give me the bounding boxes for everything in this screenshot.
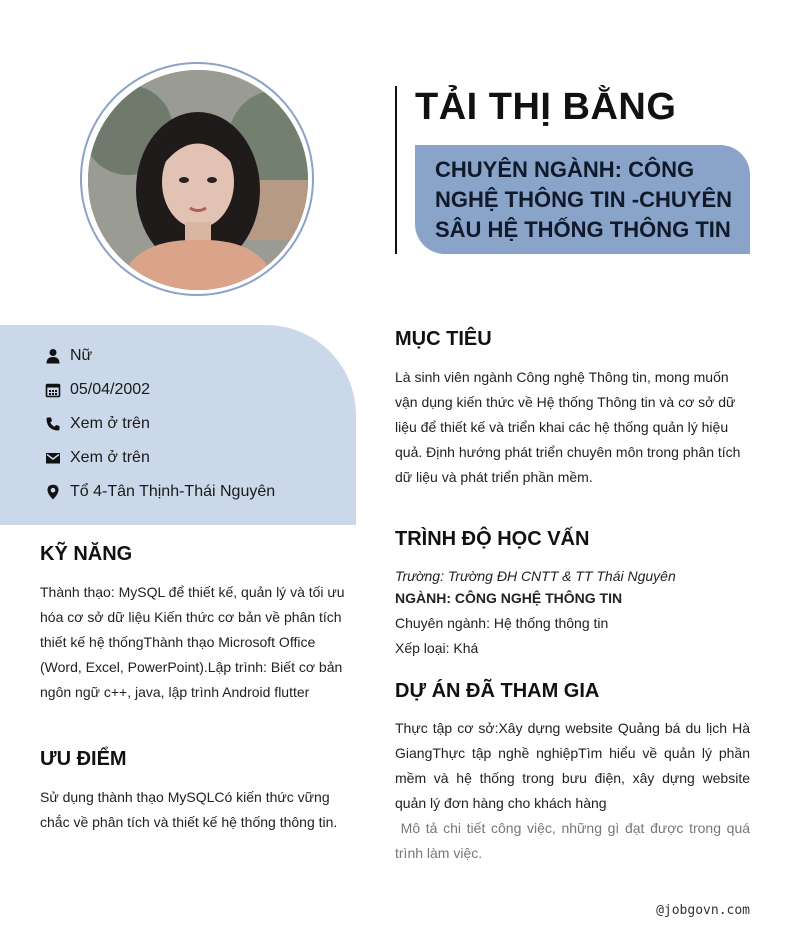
education-school: Trường: Trường ĐH CNTT & TT Thái Nguyên — [395, 568, 676, 584]
contact-birthdate — [44, 378, 150, 402]
calendar-icon — [44, 381, 62, 399]
strengths-heading: ƯU ĐIỂM — [40, 748, 127, 770]
phone-icon — [44, 415, 62, 433]
strengths-text: Sử dụng thành thạo MySQLCó kiến thức vững chắc về phân tích và thiết kế hệ thống thông tin. — [40, 789, 338, 830]
projects-heading: DỰ ÁN ĐÃ THAM GIA — [395, 680, 600, 702]
major-text: CHUYÊN NGÀNH: CÔNG NGHỆ THÔNG TIN -CHUYÊN SÂU HỆ THỐNG THÔNG TIN — [435, 157, 732, 242]
education-heading: TRÌNH ĐỘ HỌC VẤN — [395, 528, 590, 550]
avatar — [88, 70, 308, 290]
birthdate-value: 05/04/2002 — [70, 381, 151, 398]
email-value: Xem ở trên — [70, 449, 150, 466]
education-rank: Xếp loại: Khá — [395, 640, 479, 656]
education-specialization: Chuyên ngành: Hệ thống thông tin — [395, 615, 609, 631]
location-pin-icon — [44, 483, 62, 501]
skills-heading: KỸ NĂNG — [40, 543, 133, 565]
mail-icon — [44, 449, 62, 467]
objective-text: Là sinh viên ngành Công nghệ Thông tin, mong muốn vận dụng kiến thức về Hệ thống Thông tin và cơ sở dữ liệu để thiết kế và triển khai các hệ thống quản lý hiệu quả. Định hướng phát triển chuyên môn trong phân tích dữ liệu và phát triển phần mềm. — [395, 369, 741, 485]
objective-heading: MỤC TIÊU — [395, 328, 492, 350]
person-icon — [44, 347, 62, 365]
avatar-photo — [88, 70, 308, 290]
contact-gender — [44, 344, 92, 368]
contact-email — [44, 446, 150, 470]
name-divider — [395, 86, 397, 254]
projects-text: Thực tập cơ sở:Xây dựng website Quảng bá du lịch Hà GiangThực tập nghề nghiệpTìm hiểu về quản lý phần mềm và hệ thống trong bưu điện, xây dựng website quản lý đơn hàng cho khách hàng — [395, 720, 750, 811]
phone-value: Xem ở trên — [70, 415, 150, 432]
candidate-name: TẢI THỊ BẰNG — [415, 86, 677, 128]
address-value: Tổ 4-Tân Thịnh-Thái Nguyên — [70, 483, 276, 500]
major-banner — [415, 145, 750, 254]
watermark: @jobgovn.com — [656, 903, 750, 918]
skills-text: Thành thạo: MySQL để thiết kế, quản lý và tối ưu hóa cơ sở dữ liệu Kiến thức cơ bản về phân tích thiết kế hệ thốngThành thạo Microsoft Office (Word, Excel, PowerPoint).Lập trình: Biết cơ bản ngôn ngữ c++, java, lập trình Android flutter — [40, 584, 345, 700]
contact-panel — [0, 325, 356, 525]
projects-placeholder: Mô tả chi tiết công việc, những gì đạt được trong quá trình làm việc. — [395, 820, 754, 861]
contact-phone — [44, 412, 150, 436]
contact-address — [44, 480, 275, 504]
education-field: NGÀNH: CÔNG NGHỆ THÔNG TIN — [395, 590, 623, 606]
gender-value: Nữ — [70, 347, 93, 364]
